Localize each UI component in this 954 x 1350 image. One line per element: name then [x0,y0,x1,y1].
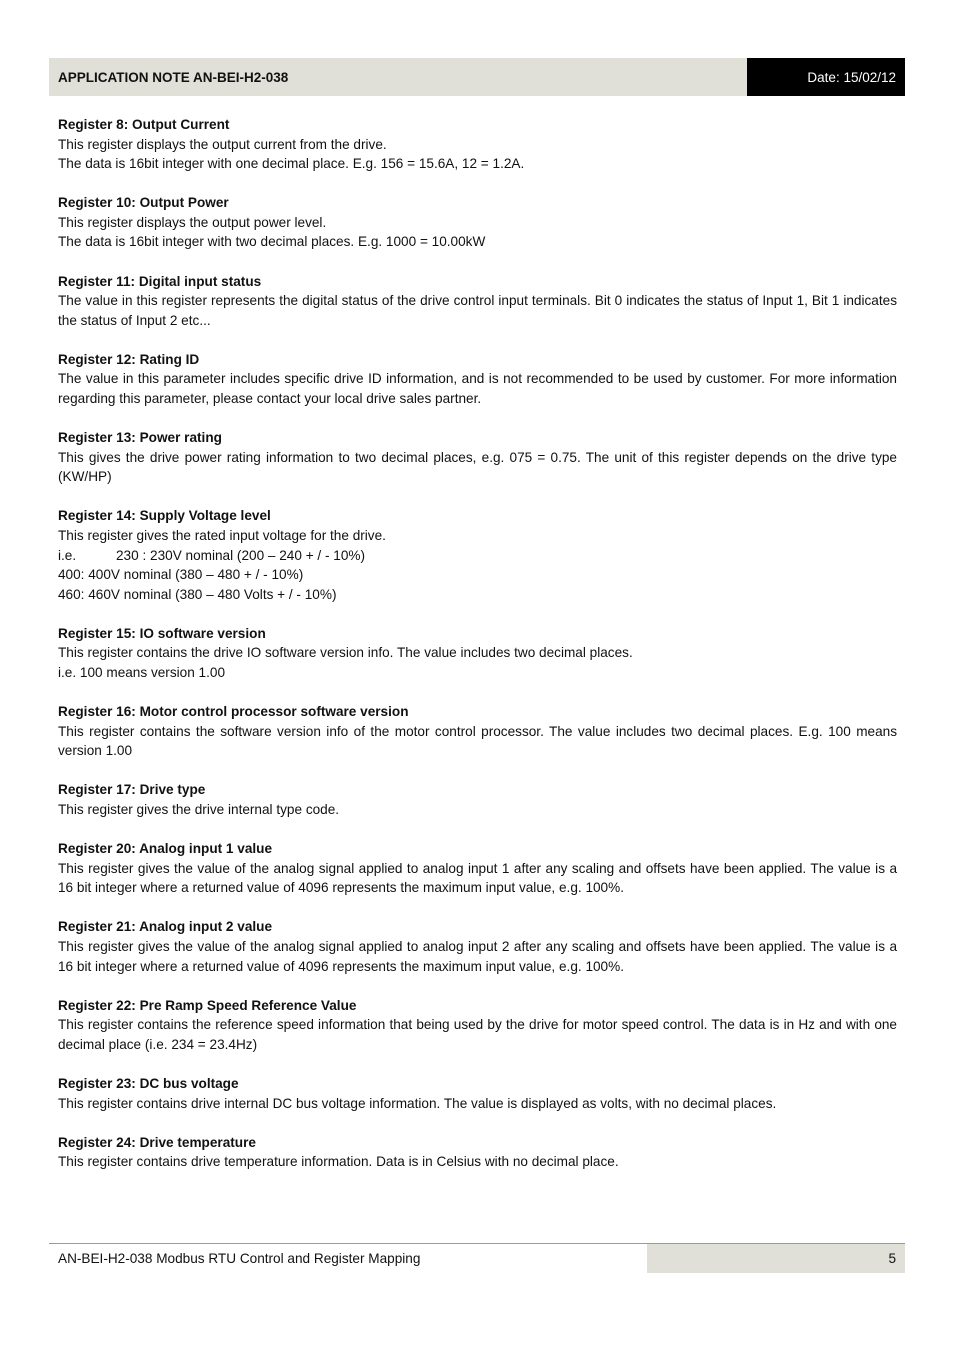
section-title: Register 24: Drive temperature [58,1134,256,1150]
register-section [58,428,897,487]
page-header [49,58,905,96]
page-number: 5 [647,1244,905,1273]
section-title: Register 23: DC bus voltage [58,1075,239,1091]
register-section [58,350,897,409]
section-title: Register 11: Digital input status [58,273,262,289]
section-title: Register 8: Output Current [58,117,230,132]
paragraph: This gives the drive power rating information to two decimal places, e.g. 075 = 0.75. The unit of this register depends on the drive type (KW/HP) [58,449,897,485]
register-section [58,1074,897,1113]
ie-prefix: i.e. [58,547,77,563]
paragraph: This register contains the drive IO software version info. The value includes two decimal places. [58,645,633,661]
register-section [58,996,897,1055]
paragraph: This register displays the output current from the drive. [58,136,387,152]
paragraph: This register gives the value of the analog signal applied to analog input 1 after any scaling and offsets have been applied. The value is a 16 bit integer where a returned value of 4096 represents the maximum input value, e.g. 100%. [58,860,897,896]
section-title: Register 13: Power rating [58,430,222,446]
section-title: Register 14: Supply Voltage level [58,508,271,524]
register-section [58,624,897,683]
paragraph: This register gives the drive internal type code. [58,802,340,818]
voltage-line: 400: 400V nominal (380 – 480 + / - 10%) [58,567,304,583]
register-section [58,115,897,174]
paragraph: This register contains the reference speed information that being used by the drive for motor speed control. The data is in Hz and with one decimal place (i.e. 234 = 23.4Hz) [58,1017,897,1052]
section-title: Register 17: Drive type [58,782,206,798]
voltage-value: 230 : 230V nominal (200 – 240 + / - 10%) [116,547,366,563]
paragraph: This register gives the rated input voltage for the drive. [58,528,386,543]
register-section [58,702,897,761]
register-section [58,780,897,819]
paragraph: This register contains drive temperature information. Data is in Celsius with no decimal place. [58,1154,619,1170]
paragraph: The data is 16bit integer with one decimal place. E.g. 156 = 15.6A, 12 = 1.2A. [58,156,525,172]
header-title: APPLICATION NOTE AN-BEI-H2-038 [49,58,747,96]
section-title: Register 21: Analog input 2 value [58,919,273,935]
paragraph: This register gives the value of the analog signal applied to analog input 2 after any scaling and offsets have been applied. The value is a 16 bit integer where a returned value of 4096 represents the maximum input value, e.g. 100%. [58,939,897,974]
paragraph: This register contains the software version info of the motor control processor. The value includes two decimal places. E.g. 100 means version 1.00 [58,723,897,759]
header-date: Date: 15/02/12 [747,58,905,96]
paragraph: This register displays the output power level. [58,214,327,230]
document-body [58,115,897,1191]
paragraph: The data is 16bit integer with two decimal places. E.g. 1000 = 10.00kW [58,234,486,250]
section-title: Register 10: Output Power [58,195,229,211]
paragraph: i.e. 100 means version 1.00 [58,665,226,681]
register-section [58,917,897,976]
register-section [58,506,897,604]
register-section [58,272,897,331]
register-section [58,839,897,898]
footer-doc-title: AN-BEI-H2-038 Modbus RTU Control and Register Mapping [58,1251,421,1266]
paragraph: This register contains drive internal DC bus voltage information. The value is displayed as volts, with no decimal places. [58,1095,777,1111]
section-title: Register 16: Motor control processor software version [58,704,409,720]
voltage-line: 460: 460V nominal (380 – 480 Volts + / - 10%) [58,586,337,602]
section-title: Register 15: IO software version [58,625,266,641]
section-title: Register 12: Rating ID [58,351,200,367]
paragraph: The value in this parameter includes specific drive ID information, and is not recommended to be used by customer. For more information regarding this parameter, please contact your local drive sales partner. [58,371,897,407]
voltage-line [58,546,897,566]
register-section [58,193,897,252]
section-title: Register 20: Analog input 1 value [58,841,273,857]
page-footer [49,1243,905,1273]
section-title: Register 22: Pre Ramp Speed Reference Value [58,997,357,1013]
paragraph: The value in this register represents the digital status of the drive control input terminals. Bit 0 indicates the status of Input 1, Bit 1 indicates the status of Input 2 etc... [58,293,897,328]
register-section [58,1133,897,1172]
